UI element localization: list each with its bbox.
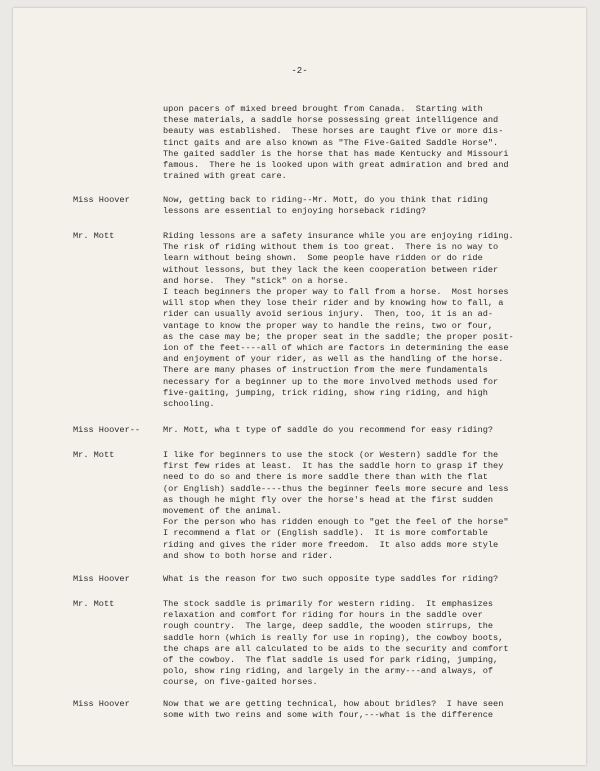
text-line: some with two reins and some with four,---what is the difference: [163, 710, 494, 721]
dialogue-text: [163, 699, 563, 721]
dialogue-text: [163, 231, 563, 410]
text-line: lessons are essential to enjoying horseback riding?: [163, 206, 427, 217]
text-line: ion of the feet----all of which are factors in determining the ease: [163, 343, 509, 354]
dialogue-text: [163, 425, 563, 436]
text-line: first few rides at least. It has the saddle horn to grasp if they: [163, 461, 504, 472]
text-line: course, on five-gaited horses.: [163, 677, 318, 688]
speaker-name: Mr. Mott: [73, 231, 115, 241]
text-line: What is the reason for two such opposite type saddles for riding?: [163, 574, 499, 584]
speaker-name: Miss Hoover: [73, 195, 130, 205]
text-line: and enjoyment of your rider, as well as the handling of the horse.: [163, 354, 504, 365]
text-line: of the cowboy. The flat saddle is used for park riding, jumping,: [163, 655, 499, 666]
text-line: five-gaiting, jumping, trick riding, show ring riding, and high: [163, 387, 488, 398]
text-line: Now that we are getting technical, how about bridles? I have seen: [163, 699, 504, 709]
dialogue-text: [163, 599, 563, 689]
text-line: The gaited saddler is the horse that has made Kentucky and Missouri: [163, 148, 509, 159]
speaker-name: Miss Hoover: [73, 574, 130, 584]
transcript: [13, 8, 586, 765]
speaker-name: Mr. Mott: [73, 599, 115, 609]
text-line: The risk of riding without them is too great. There is no way to: [163, 242, 499, 253]
text-line: The stock saddle is primarily for western riding. It emphasizes: [163, 599, 494, 609]
text-line: these materials, a saddle horse possessing great intelligence and: [163, 115, 499, 126]
text-line: trained with great care.: [163, 171, 287, 182]
speaker-name: Miss Hoover: [73, 699, 130, 709]
text-line: vantage to know the proper way to handle the reins, two or four,: [163, 320, 494, 331]
text-line: beauty was established. These horses are taught five or more dis-: [163, 126, 504, 137]
text-line: (or English) saddle----thus the beginner feels more secure and less: [163, 483, 509, 494]
text-line: as though he might fly over the horse's head at the first sudden: [163, 494, 494, 505]
text-line: and horse. They "stick" on a horse.: [163, 275, 349, 286]
text-line: upon pacers of mixed breed brought from Canada. Starting with: [163, 104, 483, 114]
text-line: necessary for a beginner up to the more involved methods used for: [163, 376, 499, 387]
page-number: -2-: [291, 66, 308, 76]
text-line: polo, show ring riding, and largely in the army---and always, of: [163, 666, 494, 677]
text-line: need to do so and there is more saddle there than with the flat: [163, 472, 488, 483]
text-line: Mr. Mott, wha t type of saddle do you recommend for easy riding?: [163, 425, 494, 435]
text-line: relaxation and comfort for riding for hours in the saddle over: [163, 610, 483, 621]
text-line: famous. There he is looked upon with great admiration and bred and: [163, 160, 509, 171]
text-line: tinct gaits and are also known as "The Five-Gaited Saddle Horse".: [163, 137, 499, 148]
text-line: I teach beginners the proper way to fall from a horse. Most horses: [163, 287, 509, 298]
text-line: as the case may be; the proper seat in the saddle; the proper posit-: [163, 331, 514, 342]
speaker-name: Miss Hoover--: [73, 425, 141, 435]
text-line: and show to both horse and rider.: [163, 550, 334, 561]
text-line: movement of the animal.: [163, 506, 282, 517]
text-line: schooling.: [163, 399, 215, 410]
text-line: Now, getting back to riding--Mr. Mott, do you think that riding: [163, 195, 488, 205]
dialogue-text: [163, 574, 563, 585]
text-line: saddle horn (which is really for use in roping), the cowboy boots,: [163, 632, 504, 643]
text-line: learn without being shown. Some people have ridden or do ride: [163, 253, 483, 264]
dialogue-text: [163, 104, 563, 182]
text-line: rider can usually avoid serious injury. Then, too, it is an ad-: [163, 309, 494, 320]
text-line: I like for beginners to use the stock (or Western) saddle for the: [163, 450, 499, 460]
text-line: the chaps are all calculated to be aids to the security and comfort: [163, 643, 509, 654]
speaker-name: Mr. Mott: [73, 450, 115, 460]
dialogue-text: [163, 450, 563, 562]
text-line: without lessons, but they lack the keen cooperation between rider: [163, 264, 499, 275]
document-page: [13, 8, 586, 765]
text-line: Riding lessons are a safety insurance while you are enjoying riding.: [163, 231, 514, 241]
text-line: There are many phases of instruction from the mere fundamentals: [163, 365, 488, 376]
dialogue-text: [163, 195, 563, 217]
text-line: For the person who has ridden enough to "get the feel of the horse": [163, 517, 509, 528]
text-line: will stop when they lose their rider and by knowing how to fall, a: [163, 298, 504, 309]
text-line: riding and gives the rider more freedom. It also adds more style: [163, 539, 499, 550]
text-line: rough country. The large, deep saddle, the wooden stirrups, the: [163, 621, 494, 632]
text-line: I recommend a flat or (English saddle). It is more comfortable: [163, 528, 488, 539]
